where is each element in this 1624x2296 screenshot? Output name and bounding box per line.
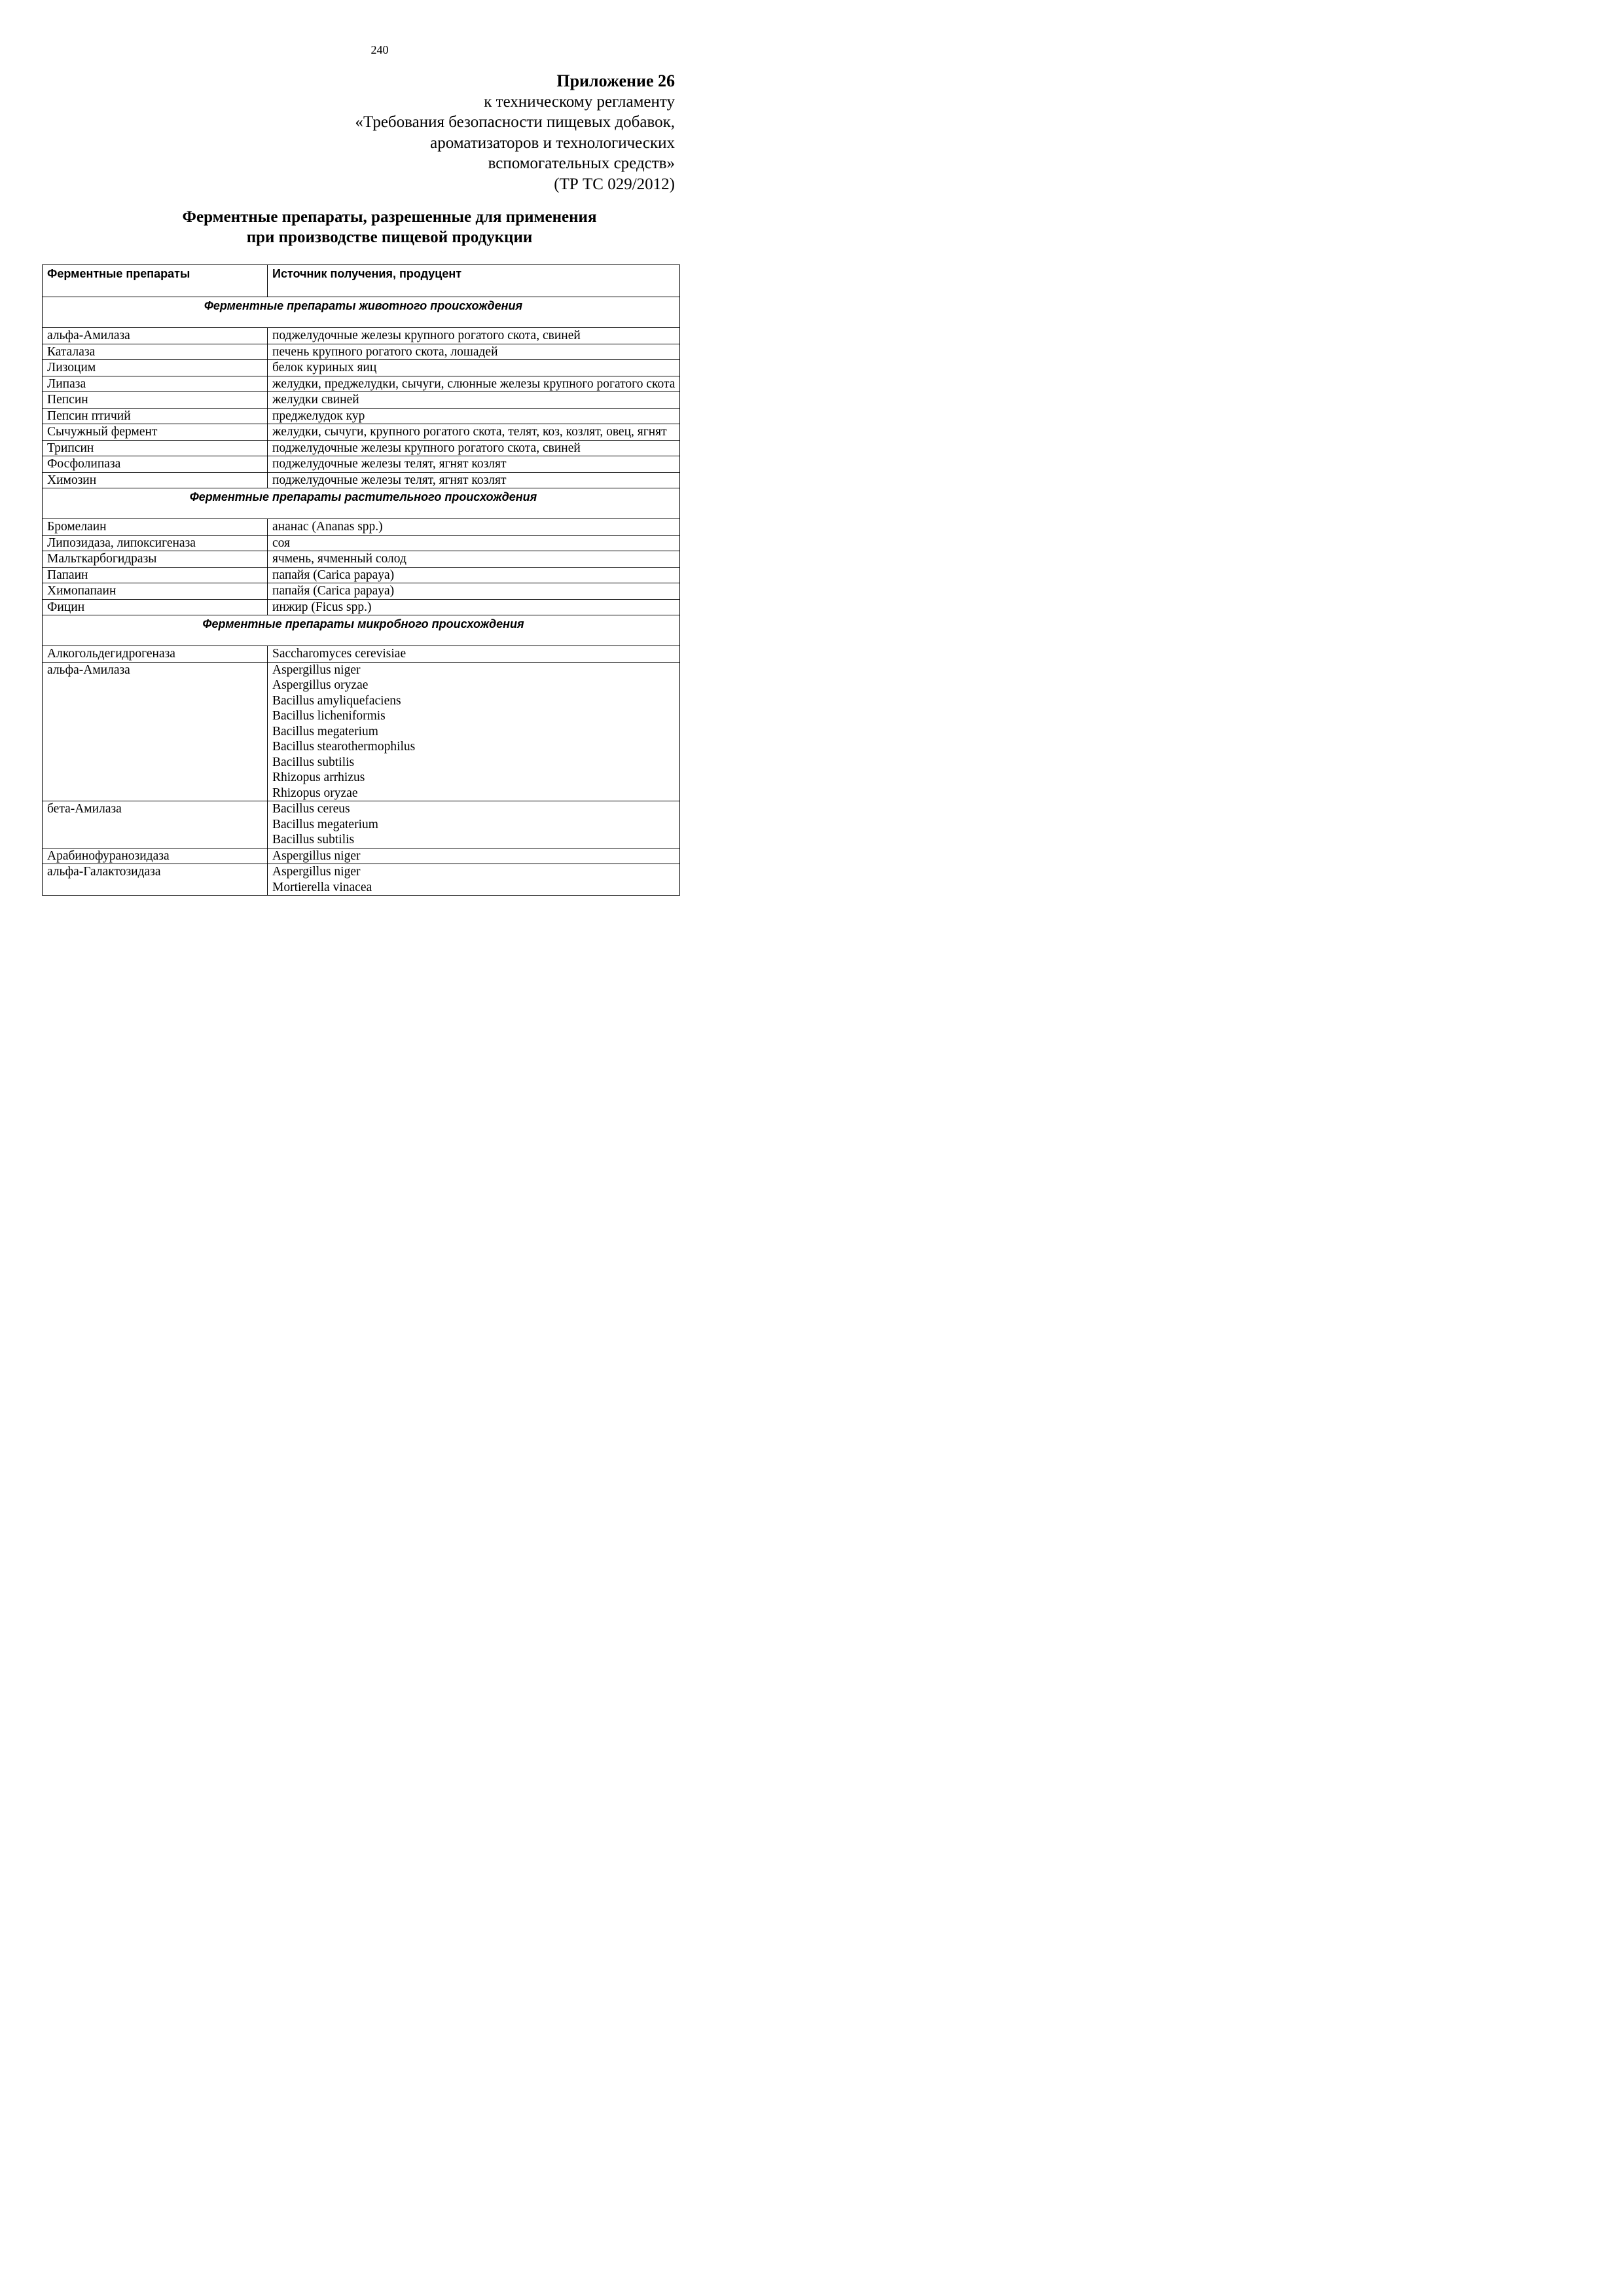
- enzyme-name: бета-Амилаза: [43, 801, 268, 848]
- enzyme-source: [268, 551, 680, 568]
- table-row: [43, 646, 680, 663]
- enzyme-source: [268, 535, 680, 551]
- enzyme-source: [268, 662, 680, 801]
- section-title: Ферментные препараты животного происхождения: [43, 297, 680, 328]
- source-line: Aspergillus oryzae: [272, 678, 369, 692]
- table-row: [43, 376, 680, 392]
- table-row: [43, 408, 680, 424]
- source-line: Bacillus megaterium: [272, 724, 378, 738]
- enzyme-name: Пепсин: [43, 392, 268, 409]
- section-header-row: [43, 615, 680, 646]
- source-line: преджелудок кур: [272, 409, 365, 423]
- enzyme-source: [268, 599, 680, 615]
- table-header-row: [43, 265, 680, 297]
- section-header-row: [43, 488, 680, 519]
- enzyme-name: Лизоцим: [43, 360, 268, 376]
- enzyme-name: Фицин: [43, 599, 268, 615]
- enzyme-name: Химопапаин: [43, 583, 268, 600]
- table-row: [43, 519, 680, 536]
- page-number: 240: [370, 43, 389, 56]
- enzyme-name: Фосфолипаза: [43, 456, 268, 473]
- enzyme-source: [268, 801, 680, 848]
- enzyme-name: альфа-Амилаза: [43, 662, 268, 801]
- enzyme-source: [268, 408, 680, 424]
- section-title: Ферментные препараты микробного происхождения: [43, 615, 680, 646]
- appendix-line: (ТР ТС 029/2012): [554, 175, 675, 193]
- source-line: Saccharomyces cerevisiae: [272, 647, 406, 661]
- enzyme-name: Липаза: [43, 376, 268, 392]
- document-title: [0, 207, 779, 247]
- enzyme-source: [268, 376, 680, 392]
- enzyme-name: Липозидаза, липоксигеназа: [43, 535, 268, 551]
- document-title-line: при производстве пищевой продукции: [246, 228, 533, 246]
- source-line: ананас (Ananas spp.): [272, 520, 383, 534]
- appendix-line: вспомогательных средств»: [488, 155, 675, 172]
- table-row: [43, 551, 680, 568]
- column-header-enzyme: Ферментные препараты: [43, 265, 268, 297]
- appendix-block: [355, 71, 675, 194]
- enzyme-name: Каталаза: [43, 344, 268, 360]
- source-line: Bacillus cereus: [272, 802, 350, 816]
- enzyme-source: [268, 424, 680, 441]
- source-line: поджелудочные железы крупного рогатого скота, свиней: [272, 329, 581, 342]
- enzyme-name: альфа-Галактозидаза: [43, 864, 268, 896]
- source-line: Rhizopus oryzae: [272, 786, 358, 800]
- source-line: Aspergillus niger: [272, 848, 361, 863]
- source-line: Bacillus licheniformis: [272, 709, 386, 723]
- table-row: [43, 456, 680, 473]
- enzyme-name: альфа-Амилаза: [43, 328, 268, 344]
- source-line: поджелудочные железы телят, ягнят козлят: [272, 473, 507, 487]
- table-row: [43, 328, 680, 344]
- source-line: Bacillus stearothermophilus: [272, 740, 416, 754]
- enzyme-source: [268, 472, 680, 488]
- appendix-line: «Требования безопасности пищевых добавок,: [355, 113, 675, 131]
- source-line: соя: [272, 536, 291, 550]
- source-line: инжир (Ficus spp.): [272, 600, 372, 614]
- source-line: Aspergillus niger: [272, 865, 361, 879]
- source-line: Mortierella vinacea: [272, 880, 372, 894]
- source-line: ячмень, ячменный солод: [272, 552, 406, 566]
- source-line: белок куриных яиц: [272, 361, 377, 374]
- enzyme-source: [268, 583, 680, 600]
- enzyme-source: [268, 456, 680, 473]
- source-line: желудки свиней: [272, 393, 359, 407]
- enzyme-name: Пепсин птичий: [43, 408, 268, 424]
- source-line: Aspergillus niger: [272, 663, 361, 677]
- document-title-line: Ферментные препараты, разрешенные для применения: [182, 208, 597, 226]
- enzyme-name: Химозин: [43, 472, 268, 488]
- enzyme-name: Бромелаин: [43, 519, 268, 536]
- table-row: [43, 848, 680, 864]
- table-row: [43, 662, 680, 801]
- enzyme-name: Папаин: [43, 567, 268, 583]
- enzyme-name: Алкогольдегидрогеназа: [43, 646, 268, 663]
- enzyme-source: [268, 392, 680, 409]
- table-row: [43, 472, 680, 488]
- enzyme-name: Мальткарбогидразы: [43, 551, 268, 568]
- enzyme-source: [268, 646, 680, 663]
- appendix-title: Приложение 26: [556, 71, 675, 90]
- enzyme-source: [268, 519, 680, 536]
- section-header-row: [43, 297, 680, 328]
- enzyme-name: Арабинофуранозидаза: [43, 848, 268, 864]
- source-line: желудки, преджелудки, сычуги, слюнные железы крупного рогатого скота: [272, 376, 676, 391]
- enzyme-source: [268, 328, 680, 344]
- source-line: папайя (Carica papaya): [272, 568, 395, 582]
- enzyme-source: [268, 567, 680, 583]
- table-row: [43, 344, 680, 360]
- section-title: Ферментные препараты растительного происхождения: [43, 488, 680, 519]
- enzyme-source: [268, 360, 680, 376]
- table-row: [43, 567, 680, 583]
- source-line: Bacillus subtilis: [272, 833, 355, 847]
- source-line: поджелудочные железы телят, ягнят козлят: [272, 457, 507, 471]
- enzyme-name: Трипсин: [43, 440, 268, 456]
- table-row: [43, 360, 680, 376]
- appendix-line: к техническому регламенту: [484, 92, 675, 111]
- table-row: [43, 599, 680, 615]
- appendix-line: ароматизаторов и технологических: [430, 134, 675, 152]
- enzyme-source: [268, 440, 680, 456]
- column-header-source: Источник получения, продуцент: [268, 265, 680, 297]
- table-row: [43, 535, 680, 551]
- table-row: [43, 801, 680, 848]
- table-row: [43, 424, 680, 441]
- enzyme-name: Сычужный фермент: [43, 424, 268, 441]
- table-row: [43, 392, 680, 409]
- source-line: Bacillus subtilis: [272, 755, 355, 769]
- source-line: желудки, сычуги, крупного рогатого скота, телят, коз, козлят, овец, ягнят: [272, 425, 667, 439]
- source-line: печень крупного рогатого скота, лошадей: [272, 344, 498, 359]
- source-line: поджелудочные железы крупного рогатого скота, свиней: [272, 441, 581, 455]
- source-line: Rhizopus arrhizus: [272, 771, 365, 784]
- table-row: [43, 583, 680, 600]
- source-line: папайя (Carica papaya): [272, 584, 395, 598]
- source-line: Bacillus megaterium: [272, 817, 378, 831]
- source-line: Bacillus amyliquefaciens: [272, 693, 401, 708]
- enzyme-source: [268, 864, 680, 896]
- enzyme-source: [268, 344, 680, 360]
- enzyme-source: [268, 848, 680, 864]
- table-row: [43, 440, 680, 456]
- table-row: [43, 864, 680, 896]
- enzyme-table: [42, 264, 680, 896]
